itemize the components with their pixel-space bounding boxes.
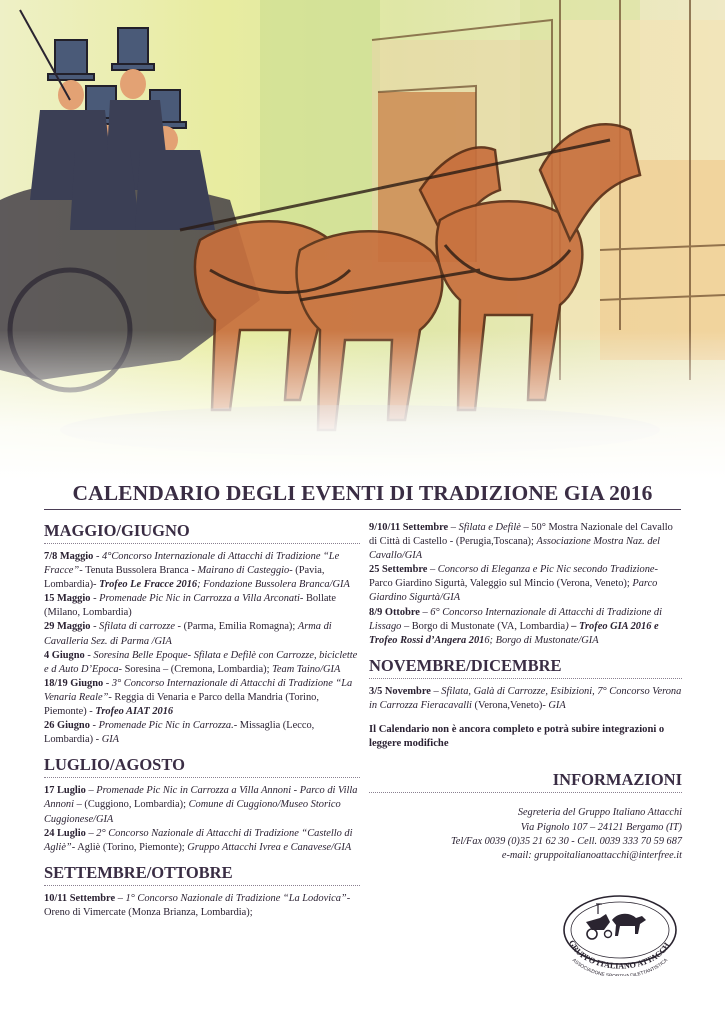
info-phone: Tel/Fax 0039 (0)35 21 62 30 - Cell. 0039 333 70 59 687 [450,835,682,847]
event-item: 29 Maggio - Sfilata di carrozze - (Parma, Emilia Romagna); Arma di Cavalleria Sez. di Parma /GIA [44,621,332,647]
section-heading-luglio-agosto: LUGLIO/AGOSTO [44,755,360,778]
info-address: Via Pignolo 107 – 24121 Bergamo (IT) [520,821,682,833]
left-column [44,521,360,920]
title-divider [44,509,681,510]
right-column [369,521,682,864]
event-item: 8/9 Ottobre – 6° Concorso Internazionale di Attacchi di Tradizione di Lissago – Borgo di Mustonate (VA, Lombardia) – Trofeo GIA 2016 e Trofeo Rossi d’Angera 2016; Borgo di Mustonate/GIA [369,606,662,646]
gia-logo-emblem [556,892,684,976]
section-heading-settembre-ottobre: SETTEMBRE/OTTOBRE [44,863,360,886]
illustration-fade [0,330,725,478]
event-item: 18/19 Giugno - 3° Concorso Internazionale di Attacchi di Tradizione “La Venaria Reale”- Reggia di Venaria e Parco della Mandria (Torino, Piemonte) - Trofeo AIAT 2016 [44,677,353,718]
events-maggio-giugno [44,550,360,747]
events-novembre-dicembre [369,685,682,713]
logo-subtitle-text: ASSOCIAZIONE ILETTANTISTICA [570,958,670,976]
section-heading-maggio-giugno: MAGGIO/GIUGNO [44,521,360,544]
info-secretariat: Segreteria del Gruppo Italiano Attacchi [517,807,682,819]
event-item: 7/8 Maggio - 4°Concorso Internazionale di Attacchi di Tradizione “Le Fracce”- Tenuta Bussolera Branca - Mairano di Casteggio- (Pavia, Lombardia)- Trofeo Le Fracce 2016; Fondazione Bussolera Branca/GIA [44,551,350,591]
info-email: e-mail: gruppoitalianoattacchi@interfree.it [501,850,682,862]
gia-logo [556,892,684,976]
logo-name-text: GRUPPO ITALIANO ATTACCH [567,938,672,971]
event-item: 15 Maggio - Promenade Pic Nic in Carrozza a Villa Arconati- Bollate (Milano, Lombardia) [44,593,336,619]
events-settembre-ottobre-left [44,892,360,920]
event-item: 17 Luglio – Promenade Pic Nic in Carrozza a Villa Annoni - Parco di Villa Annoni – (Cuggiono, Lombardia); Comune di Cuggiono/Museo Storico Cuggionese/GIA [44,785,358,825]
event-item: 4 Giugno - Soresina Belle Epoque- Sfilata e Defilè con Carrozze, biciclette e d Auto D’Epoca- Soresina – (Cremona, Lombardia); Team Taino/GIA [44,649,358,675]
event-item: 24 Luglio – 2° Concorso Nazionale di Attacchi di Tradizione “Castello di Agliè”- Agliè (Torino, Piemonte); Gruppo Attacchi Ivrea e Canavese/GIA [44,827,353,853]
events-luglio-agosto [44,784,360,854]
event-item: 3/5 Novembre – Sfilata, Galà di Carrozze, Esibizioni, 7° Concorso Verona in Carrozza Fieracavalli (Verona,Veneto)- GIA [369,685,682,711]
header-illustration [0,0,725,478]
section-heading-novembre-dicembre: NOVEMBRE/DICEMBRE [369,656,682,679]
event-item: 25 Settembre – Concorso di Eleganza e Pic Nic secondo Tradizione- Parco Giardino Sigurtà, Valeggio sul Mincio (Verona, Veneto); Parco Giardino Sigurtà/GIA [369,564,658,604]
event-item: 9/10/11 Settembre – Sfilata e Defilè – 50° Mostra Nazionale del Cavallo di Città di Castello - (Perugia,Toscana); Associazione Mostra Naz. del Cavallo/GIA [369,522,673,562]
calendar-notice: Il Calendario non è ancora completo e potrà subire integrazioni o leggere modifiche [369,724,665,750]
event-item: 26 Giugno - Promenade Pic Nic in Carrozza.- Missaglia (Lecco, Lombardia) - GIA [44,720,315,746]
events-settembre-ottobre-right [369,521,682,648]
page-title: CALENDARIO DEGLI EVENTI DI TRADIZIONE GIA 2016 [72,481,653,505]
event-item: 10/11 Settembre – 1° Concorso Nazionale di Tradizione “La Lodovica”- Oreno di Vimercate (Monza Brianza, Lombardia); [44,892,351,918]
info-heading: INFORMAZIONI [369,770,682,793]
contact-info [369,806,682,863]
